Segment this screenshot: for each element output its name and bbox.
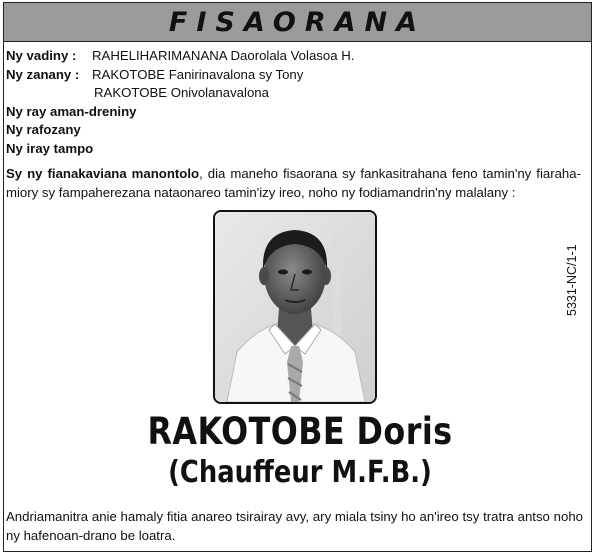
reference-code: 5331-NC/1-1 [565,244,579,316]
portrait-photo [213,210,377,404]
deceased-occupation: (Chauffeur M.F.B.) [168,455,432,490]
children-row [6,66,581,85]
children-label: Ny zanany : [6,66,80,82]
parents-line: Ny ray aman-dreniny [6,103,137,119]
thanks-lead: Sy ny fianakaviana manontolo [6,166,200,181]
thanks-paragraph [6,165,581,202]
portrait-image [215,212,375,402]
family-list [6,47,581,158]
deceased-name: RAKOTOBE Doris [147,410,453,453]
notice-title: FISAORANA [168,6,427,38]
spouse-label: Ny vadiny : [6,48,77,63]
spouse-row [6,47,581,66]
children-name-1: RAKOTOBE Fanirinavalona sy Tony [92,66,304,82]
thanks-body: , dia maneho fisaorana sy fankasitrahana feno tamin'ny fiaraha-miory sy fampaherezana nataonareo tamin'izy ireo, noho ny fodiamandrin'ny malalany : [6,166,581,200]
title-banner [4,3,591,42]
children-name-2: RAKOTOBE Onivolanavalona [94,85,269,100]
in-laws-line: Ny rafozany [6,122,81,137]
spouse-name: RAHELIHARIMANANA Daorolala Volasoa H. [92,48,355,63]
closing-paragraph: Andriamanitra anie hamaly fitia anareo tsirairay avy, ary miala tsiny ho an'ireo tsy tratra antso noho ny hafenoan-drano be loatra. [6,509,583,543]
siblings-line: Ny iray tampo [6,140,94,156]
